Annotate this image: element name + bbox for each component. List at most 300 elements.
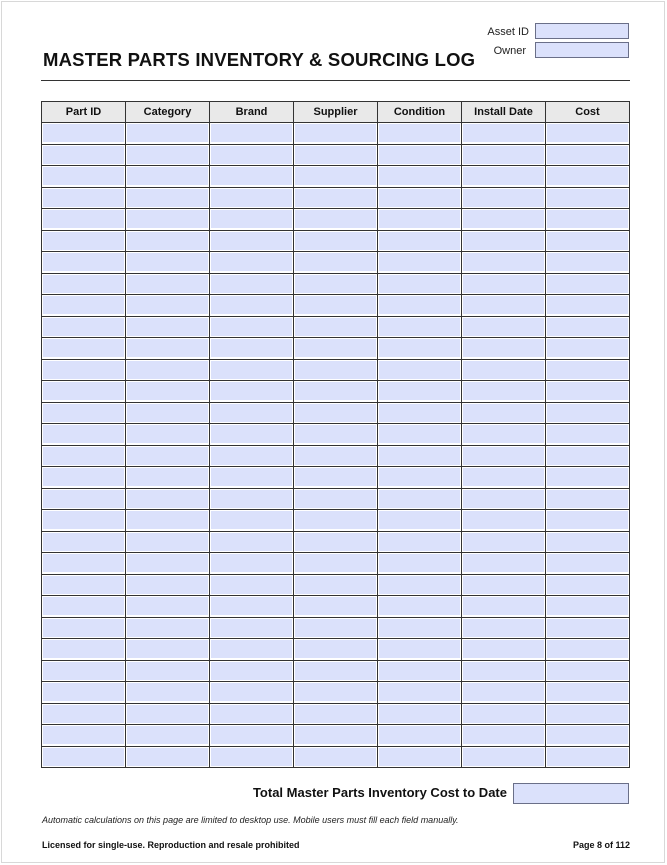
brand-field[interactable]	[211, 253, 292, 271]
category-field[interactable]	[127, 253, 208, 271]
table-cell	[378, 123, 462, 145]
table-cell	[42, 273, 126, 295]
brand-field[interactable]	[211, 189, 292, 207]
install-date-field[interactable]	[463, 554, 544, 572]
install-date-field[interactable]	[463, 146, 544, 164]
supplier-field[interactable]	[295, 275, 376, 293]
cost-field[interactable]	[547, 748, 628, 766]
install-date-field[interactable]	[463, 662, 544, 680]
condition-field[interactable]	[379, 533, 460, 551]
cost-field[interactable]	[547, 296, 628, 314]
condition-field[interactable]	[379, 662, 460, 680]
table-cell	[126, 703, 210, 725]
brand-field[interactable]	[211, 490, 292, 508]
cost-field[interactable]	[547, 533, 628, 551]
supplier-field[interactable]	[295, 382, 376, 400]
table-cell	[294, 295, 378, 317]
supplier-field[interactable]	[295, 447, 376, 465]
table-cell	[378, 209, 462, 231]
install-date-field[interactable]	[463, 210, 544, 228]
cost-field[interactable]	[547, 619, 628, 637]
table-cell	[462, 617, 546, 639]
cost-field[interactable]	[547, 382, 628, 400]
total-cost-field[interactable]	[513, 783, 629, 804]
category-field[interactable]	[127, 382, 208, 400]
part-id-field[interactable]	[43, 468, 124, 486]
supplier-field[interactable]	[295, 683, 376, 701]
table-cell	[546, 316, 630, 338]
condition-field[interactable]	[379, 275, 460, 293]
table-cell	[42, 338, 126, 360]
supplier-field[interactable]	[295, 425, 376, 443]
install-date-field[interactable]	[463, 726, 544, 744]
condition-field[interactable]	[379, 189, 460, 207]
table-row	[42, 596, 630, 618]
category-field[interactable]	[127, 275, 208, 293]
part-id-field[interactable]	[43, 511, 124, 529]
table-cell	[126, 660, 210, 682]
part-id-field[interactable]	[43, 318, 124, 336]
install-date-field[interactable]	[463, 597, 544, 615]
condition-field[interactable]	[379, 554, 460, 572]
part-id-field[interactable]	[43, 167, 124, 185]
category-field[interactable]	[127, 748, 208, 766]
brand-field[interactable]	[211, 640, 292, 658]
category-field[interactable]	[127, 361, 208, 379]
brand-field[interactable]	[211, 210, 292, 228]
condition-field[interactable]	[379, 511, 460, 529]
category-field[interactable]	[127, 662, 208, 680]
table-cell	[126, 359, 210, 381]
install-date-field[interactable]	[463, 705, 544, 723]
table-cell	[294, 660, 378, 682]
install-date-field[interactable]	[463, 361, 544, 379]
table-cell	[462, 166, 546, 188]
part-id-field[interactable]	[43, 447, 124, 465]
cost-field[interactable]	[547, 167, 628, 185]
category-field[interactable]	[127, 189, 208, 207]
table-cell	[294, 252, 378, 274]
table-cell	[462, 682, 546, 704]
supplier-field[interactable]	[295, 640, 376, 658]
table-cell	[42, 402, 126, 424]
cost-field[interactable]	[547, 554, 628, 572]
table-cell	[378, 424, 462, 446]
condition-field[interactable]	[379, 124, 460, 142]
part-id-field[interactable]	[43, 640, 124, 658]
category-field[interactable]	[127, 210, 208, 228]
category-field[interactable]	[127, 167, 208, 185]
brand-field[interactable]	[211, 167, 292, 185]
table-cell	[378, 252, 462, 274]
install-date-field[interactable]	[463, 318, 544, 336]
condition-field[interactable]	[379, 468, 460, 486]
supplier-field[interactable]	[295, 597, 376, 615]
condition-field[interactable]	[379, 253, 460, 271]
brand-field[interactable]	[211, 726, 292, 744]
table-cell	[294, 703, 378, 725]
table-cell	[462, 467, 546, 489]
category-field[interactable]	[127, 404, 208, 422]
brand-field[interactable]	[211, 748, 292, 766]
install-date-field[interactable]	[463, 275, 544, 293]
condition-field[interactable]	[379, 748, 460, 766]
supplier-field[interactable]	[295, 318, 376, 336]
category-field[interactable]	[127, 318, 208, 336]
part-id-field[interactable]	[43, 597, 124, 615]
category-field[interactable]	[127, 490, 208, 508]
table-cell	[210, 467, 294, 489]
install-date-field[interactable]	[463, 619, 544, 637]
condition-field[interactable]	[379, 619, 460, 637]
condition-field[interactable]	[379, 683, 460, 701]
part-id-field[interactable]	[43, 683, 124, 701]
column-header-condition: Condition	[378, 102, 462, 123]
table-cell	[210, 273, 294, 295]
supplier-field[interactable]	[295, 511, 376, 529]
cost-field[interactable]	[547, 189, 628, 207]
table-cell	[378, 682, 462, 704]
table-cell	[42, 187, 126, 209]
table-cell	[294, 209, 378, 231]
condition-field[interactable]	[379, 232, 460, 250]
category-field[interactable]	[127, 640, 208, 658]
part-id-field[interactable]	[43, 490, 124, 508]
install-date-field[interactable]	[463, 683, 544, 701]
cost-field[interactable]	[547, 576, 628, 594]
title-divider	[41, 80, 630, 81]
condition-field[interactable]	[379, 296, 460, 314]
table-row	[42, 252, 630, 274]
cost-field[interactable]	[547, 318, 628, 336]
table-cell	[546, 209, 630, 231]
supplier-field[interactable]	[295, 189, 376, 207]
supplier-field[interactable]	[295, 490, 376, 508]
part-id-field[interactable]	[43, 232, 124, 250]
category-field[interactable]	[127, 124, 208, 142]
asset-id-field[interactable]	[535, 23, 629, 39]
table-cell	[294, 510, 378, 532]
supplier-field[interactable]	[295, 404, 376, 422]
condition-field[interactable]	[379, 705, 460, 723]
condition-field[interactable]	[379, 597, 460, 615]
page-title: MASTER PARTS INVENTORY & SOURCING LOG	[43, 49, 476, 70]
part-id-field[interactable]	[43, 576, 124, 594]
table-row	[42, 424, 630, 446]
table-cell	[294, 596, 378, 618]
table-cell	[42, 381, 126, 403]
table-cell	[210, 531, 294, 553]
cost-field[interactable]	[547, 124, 628, 142]
table-cell	[42, 703, 126, 725]
brand-field[interactable]	[211, 683, 292, 701]
table-cell	[546, 166, 630, 188]
table-cell	[210, 144, 294, 166]
brand-field[interactable]	[211, 146, 292, 164]
part-id-field[interactable]	[43, 361, 124, 379]
table-cell	[462, 660, 546, 682]
install-date-field[interactable]	[463, 339, 544, 357]
condition-field[interactable]	[379, 210, 460, 228]
table-cell	[378, 725, 462, 747]
supplier-field[interactable]	[295, 554, 376, 572]
cost-field[interactable]	[547, 683, 628, 701]
supplier-field[interactable]	[295, 296, 376, 314]
column-header-part-id: Part ID	[42, 102, 126, 123]
table-row	[42, 725, 630, 747]
cost-field[interactable]	[547, 146, 628, 164]
part-id-field[interactable]	[43, 189, 124, 207]
cost-field[interactable]	[547, 468, 628, 486]
supplier-field[interactable]	[295, 576, 376, 594]
install-date-field[interactable]	[463, 425, 544, 443]
category-field[interactable]	[127, 425, 208, 443]
cost-field[interactable]	[547, 275, 628, 293]
part-id-field[interactable]	[43, 253, 124, 271]
brand-field[interactable]	[211, 296, 292, 314]
owner-field[interactable]	[535, 42, 629, 58]
supplier-field[interactable]	[295, 253, 376, 271]
condition-field[interactable]	[379, 318, 460, 336]
install-date-field[interactable]	[463, 748, 544, 766]
part-id-field[interactable]	[43, 210, 124, 228]
category-field[interactable]	[127, 146, 208, 164]
condition-field[interactable]	[379, 146, 460, 164]
table-cell	[378, 166, 462, 188]
supplier-field[interactable]	[295, 662, 376, 680]
category-field[interactable]	[127, 683, 208, 701]
brand-field[interactable]	[211, 662, 292, 680]
table-cell	[546, 402, 630, 424]
supplier-field[interactable]	[295, 468, 376, 486]
table-body	[42, 123, 630, 768]
table-cell	[546, 553, 630, 575]
table-cell	[378, 703, 462, 725]
brand-field[interactable]	[211, 318, 292, 336]
cost-field[interactable]	[547, 361, 628, 379]
table-cell	[210, 230, 294, 252]
condition-field[interactable]	[379, 576, 460, 594]
table-cell	[546, 488, 630, 510]
category-field[interactable]	[127, 619, 208, 637]
table-cell	[378, 338, 462, 360]
part-id-field[interactable]	[43, 662, 124, 680]
category-field[interactable]	[127, 705, 208, 723]
condition-field[interactable]	[379, 382, 460, 400]
brand-field[interactable]	[211, 468, 292, 486]
table-row	[42, 209, 630, 231]
table-cell	[462, 639, 546, 661]
brand-field[interactable]	[211, 232, 292, 250]
table-cell	[378, 553, 462, 575]
table-cell	[210, 187, 294, 209]
table-cell	[462, 295, 546, 317]
brand-field[interactable]	[211, 447, 292, 465]
install-date-field[interactable]	[463, 490, 544, 508]
brand-field[interactable]	[211, 425, 292, 443]
condition-field[interactable]	[379, 490, 460, 508]
install-date-field[interactable]	[463, 468, 544, 486]
supplier-field[interactable]	[295, 124, 376, 142]
part-id-field[interactable]	[43, 382, 124, 400]
condition-field[interactable]	[379, 361, 460, 379]
table-cell	[126, 230, 210, 252]
category-field[interactable]	[127, 232, 208, 250]
table-cell	[42, 144, 126, 166]
brand-field[interactable]	[211, 382, 292, 400]
brand-field[interactable]	[211, 124, 292, 142]
supplier-field[interactable]	[295, 619, 376, 637]
table-cell	[294, 553, 378, 575]
condition-field[interactable]	[379, 640, 460, 658]
cost-field[interactable]	[547, 597, 628, 615]
category-field[interactable]	[127, 576, 208, 594]
supplier-field[interactable]	[295, 339, 376, 357]
supplier-field[interactable]	[295, 533, 376, 551]
install-date-field[interactable]	[463, 576, 544, 594]
cost-field[interactable]	[547, 447, 628, 465]
install-date-field[interactable]	[463, 167, 544, 185]
table-cell	[378, 273, 462, 295]
condition-field[interactable]	[379, 425, 460, 443]
brand-field[interactable]	[211, 511, 292, 529]
table-cell	[126, 166, 210, 188]
table-cell	[126, 574, 210, 596]
part-id-field[interactable]	[43, 124, 124, 142]
condition-field[interactable]	[379, 726, 460, 744]
supplier-field[interactable]	[295, 748, 376, 766]
install-date-field[interactable]	[463, 296, 544, 314]
table-cell	[294, 424, 378, 446]
install-date-field[interactable]	[463, 404, 544, 422]
category-field[interactable]	[127, 533, 208, 551]
part-id-field[interactable]	[43, 425, 124, 443]
cost-field[interactable]	[547, 640, 628, 658]
brand-field[interactable]	[211, 339, 292, 357]
category-field[interactable]	[127, 554, 208, 572]
part-id-field[interactable]	[43, 296, 124, 314]
table-cell	[462, 445, 546, 467]
cost-field[interactable]	[547, 425, 628, 443]
brand-field[interactable]	[211, 404, 292, 422]
brand-field[interactable]	[211, 554, 292, 572]
cost-field[interactable]	[547, 339, 628, 357]
supplier-field[interactable]	[295, 210, 376, 228]
install-date-field[interactable]	[463, 124, 544, 142]
cost-field[interactable]	[547, 210, 628, 228]
install-date-field[interactable]	[463, 640, 544, 658]
part-id-field[interactable]	[43, 554, 124, 572]
category-field[interactable]	[127, 511, 208, 529]
table-cell	[126, 252, 210, 274]
table-row	[42, 467, 630, 489]
table-row	[42, 445, 630, 467]
table-cell	[126, 488, 210, 510]
brand-field[interactable]	[211, 576, 292, 594]
supplier-field[interactable]	[295, 232, 376, 250]
table-cell	[42, 531, 126, 553]
supplier-field[interactable]	[295, 726, 376, 744]
install-date-field[interactable]	[463, 189, 544, 207]
table-cell	[462, 424, 546, 446]
category-field[interactable]	[127, 339, 208, 357]
cost-field[interactable]	[547, 662, 628, 680]
table-cell	[126, 316, 210, 338]
category-field[interactable]	[127, 447, 208, 465]
cost-field[interactable]	[547, 705, 628, 723]
cost-field[interactable]	[547, 511, 628, 529]
supplier-field[interactable]	[295, 167, 376, 185]
category-field[interactable]	[127, 726, 208, 744]
install-date-field[interactable]	[463, 447, 544, 465]
install-date-field[interactable]	[463, 533, 544, 551]
table-row	[42, 553, 630, 575]
brand-field[interactable]	[211, 533, 292, 551]
cost-field[interactable]	[547, 253, 628, 271]
table-row	[42, 617, 630, 639]
supplier-field[interactable]	[295, 361, 376, 379]
table-cell	[378, 510, 462, 532]
supplier-field[interactable]	[295, 705, 376, 723]
table-cell	[462, 338, 546, 360]
supplier-field[interactable]	[295, 146, 376, 164]
condition-field[interactable]	[379, 447, 460, 465]
condition-field[interactable]	[379, 167, 460, 185]
cost-field[interactable]	[547, 726, 628, 744]
part-id-field[interactable]	[43, 533, 124, 551]
install-date-field[interactable]	[463, 232, 544, 250]
condition-field[interactable]	[379, 404, 460, 422]
part-id-field[interactable]	[43, 726, 124, 744]
page-number: Page 8 of 112	[572, 840, 630, 850]
table-cell	[546, 725, 630, 747]
install-date-field[interactable]	[463, 382, 544, 400]
table-cell	[378, 596, 462, 618]
table-cell	[210, 746, 294, 768]
part-id-field[interactable]	[43, 748, 124, 766]
brand-field[interactable]	[211, 361, 292, 379]
install-date-field[interactable]	[463, 253, 544, 271]
table-cell	[42, 209, 126, 231]
part-id-field[interactable]	[43, 619, 124, 637]
table-cell	[294, 746, 378, 768]
table-cell	[42, 445, 126, 467]
cost-field[interactable]	[547, 404, 628, 422]
table-cell	[126, 187, 210, 209]
part-id-field[interactable]	[43, 705, 124, 723]
part-id-field[interactable]	[43, 275, 124, 293]
cost-field[interactable]	[547, 490, 628, 508]
condition-field[interactable]	[379, 339, 460, 357]
brand-field[interactable]	[211, 275, 292, 293]
install-date-field[interactable]	[463, 511, 544, 529]
table-cell	[42, 123, 126, 145]
cost-field[interactable]	[547, 232, 628, 250]
part-id-field[interactable]	[43, 339, 124, 357]
table-cell	[294, 166, 378, 188]
brand-field[interactable]	[211, 619, 292, 637]
brand-field[interactable]	[211, 705, 292, 723]
category-field[interactable]	[127, 296, 208, 314]
table-row	[42, 316, 630, 338]
part-id-field[interactable]	[43, 404, 124, 422]
table-cell	[462, 553, 546, 575]
part-id-field[interactable]	[43, 146, 124, 164]
category-field[interactable]	[127, 468, 208, 486]
table-cell	[294, 639, 378, 661]
category-field[interactable]	[127, 597, 208, 615]
brand-field[interactable]	[211, 597, 292, 615]
